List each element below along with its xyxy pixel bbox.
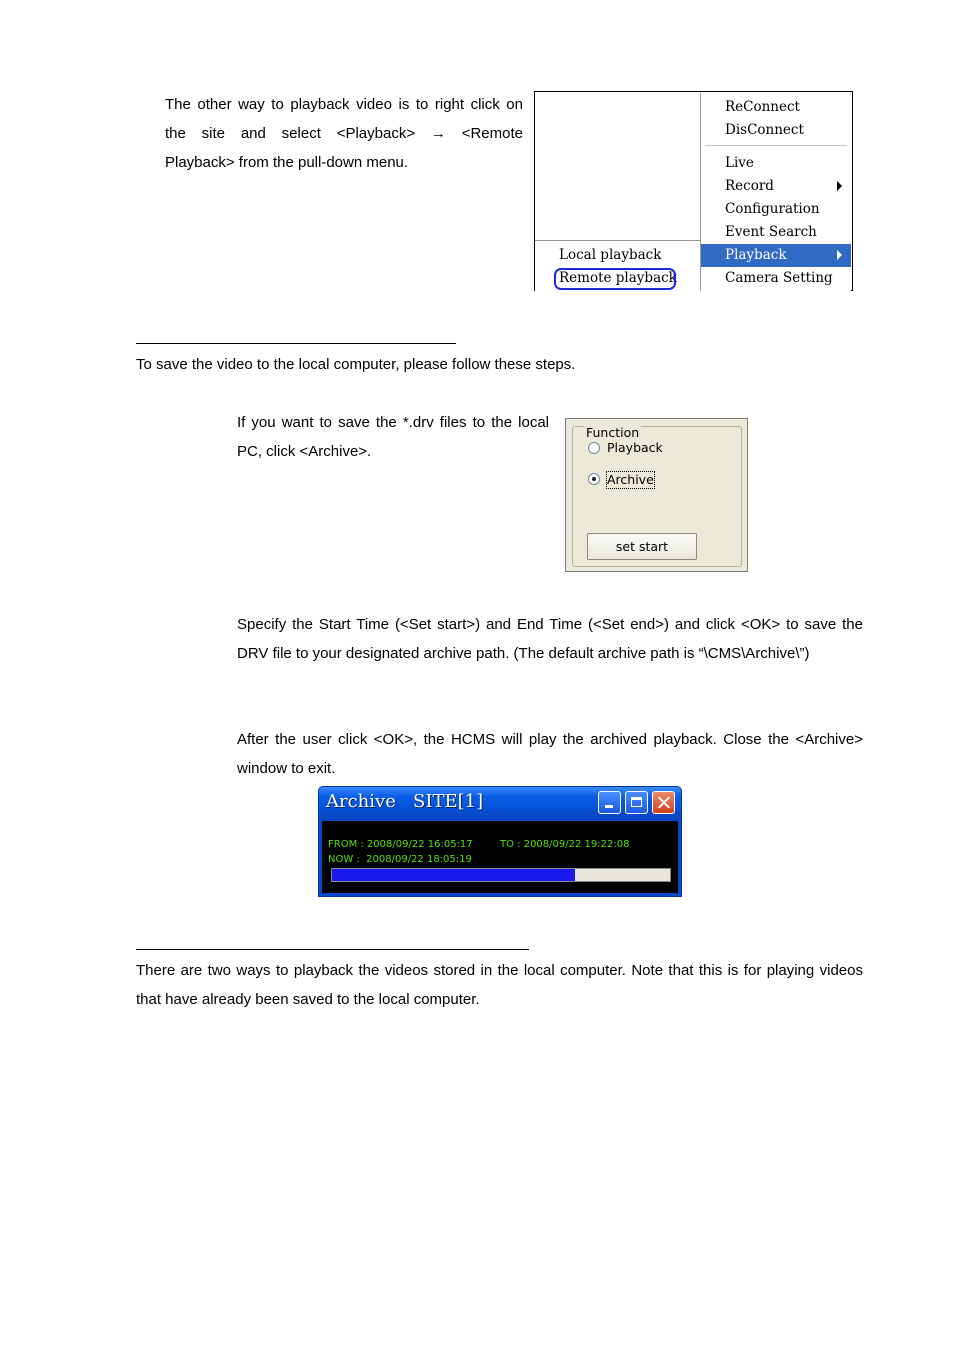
section-heading-rule	[136, 343, 456, 344]
submenu-arrow-icon	[837, 250, 842, 260]
menu-item-label: Camera Setting	[725, 270, 833, 286]
menu-item-label: DisConnect	[725, 122, 804, 138]
submenu-arrow-icon	[837, 181, 842, 191]
close-button[interactable]	[652, 791, 675, 814]
function-legend: Function	[586, 425, 640, 440]
menu-item-reconnect[interactable]	[701, 96, 851, 119]
menu-item-event-search[interactable]	[701, 221, 851, 244]
archive-now-time: NOW : 2008/09/22 18:05:19	[328, 854, 472, 865]
step2-paragraph: Specify the Start Time (<Set start>) and End Time (<Set end>) and click <OK> to save the DRV file to your designated archive path. (The default archive path is “\CMS\Archive\”)	[237, 616, 863, 662]
menu-item-label: Live	[725, 155, 754, 171]
archive-window	[318, 786, 682, 897]
archive-radio-label[interactable]: Archive	[607, 472, 654, 487]
menu-item-label: Local playback	[559, 247, 662, 263]
maximize-button[interactable]	[625, 791, 648, 814]
archive-from-time: FROM : 2008/09/22 16:05:17	[328, 839, 473, 850]
menu-item-label: Record	[725, 178, 774, 194]
menu-item-label: Configuration	[725, 201, 820, 217]
menu-separator	[705, 145, 847, 146]
menu-item-record[interactable]	[701, 175, 851, 198]
archive-body	[322, 821, 678, 893]
menu-item-label: Event Search	[725, 224, 817, 240]
menu-item-label: Remote playback	[559, 270, 677, 286]
step1-paragraph: If you want to save the *.drv files to the local PC, click <Archive>.	[237, 414, 549, 460]
archive-to-time: TO : 2008/09/22 19:22:08	[500, 839, 630, 850]
menu-item-label: Playback	[725, 247, 787, 263]
playback-radio-label[interactable]: Playback	[607, 440, 663, 455]
section-heading-rule-2	[136, 949, 529, 950]
section3-paragraph: There are two ways to playback the videos stored in the local computer. Note that this is for playing videos that have already been saved to the local computer.	[136, 962, 863, 1008]
archive-window-title: Archive SITE[1]	[326, 791, 484, 812]
minimize-icon	[605, 805, 613, 808]
section2-intro: To save the video to the local computer, please follow these steps.	[136, 356, 576, 373]
menu-item-live[interactable]	[701, 152, 851, 175]
section1-paragraph: The other way to playback video is to right click on the site and select <Playback> → <Remote Playback> from the pull-down menu.	[165, 96, 523, 171]
menu-item-configuration[interactable]	[701, 198, 851, 221]
set-start-button[interactable]: set start	[587, 533, 697, 560]
menu-item-label: ReConnect	[725, 99, 800, 115]
maximize-icon	[631, 797, 642, 807]
step3-paragraph: After the user click <OK>, the HCMS will play the archived playback. Close the <Archive> window to exit.	[237, 731, 863, 777]
minimize-button[interactable]	[598, 791, 621, 814]
archive-progress-fill	[332, 869, 575, 881]
radio-dot	[592, 477, 596, 481]
archive-titlebar[interactable]	[319, 787, 681, 818]
archive-progress-bar	[331, 868, 671, 882]
submenu-item-local-playback[interactable]	[535, 244, 700, 267]
menu-item-disconnect[interactable]	[701, 119, 851, 142]
archive-radio[interactable]	[588, 473, 600, 485]
menu-item-playback[interactable]	[701, 244, 851, 267]
function-panel	[565, 418, 748, 572]
playback-radio[interactable]	[588, 442, 600, 454]
highlight-oval	[554, 268, 676, 290]
context-menu	[700, 93, 851, 291]
menu-item-camera-setting[interactable]	[701, 267, 851, 290]
